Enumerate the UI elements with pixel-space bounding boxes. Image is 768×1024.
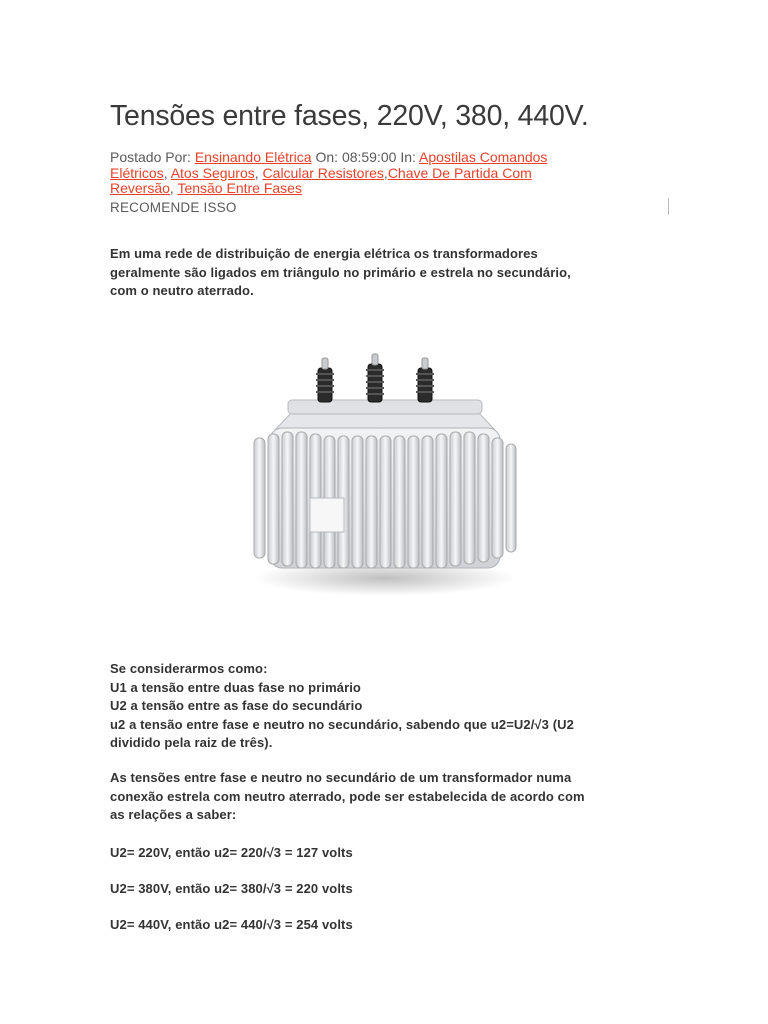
category-link-atos-seguros[interactable]: Atos Seguros — [170, 164, 255, 181]
transformer-image — [240, 350, 530, 600]
post-time: 08:59:00 — [341, 149, 397, 165]
text-line: U1 a tensão entre duas fase no primário — [110, 679, 361, 695]
text-line: geralmente são ligados em triângulo no primário e estrela no secundário, — [110, 264, 571, 280]
category-link-chave-de-partida[interactable]: Chave De Partida Com Reversão — [110, 164, 532, 196]
in-label: In: — [400, 149, 416, 165]
text-line: com o neutro aterrado. — [110, 283, 254, 298]
text-line: As tensões entre fase e neutro no secundário de um transformador numa — [110, 770, 572, 785]
divider — [668, 198, 669, 215]
author-link[interactable]: Ensinando Elétrica — [194, 149, 312, 165]
formula-380: U2= 380V, então u2= 380/√3 = 220 volts — [110, 881, 353, 896]
formula-440: U2= 440V, então u2= 440/√3 = 254 volts — [110, 917, 353, 932]
formula-220: U2= 220V, então u2= 220/√3 = 127 volts — [110, 845, 353, 860]
category-link-apostilas[interactable]: Apostilas Comandos Elétricos — [110, 149, 548, 181]
text-line: Em uma rede de distribuição de energia elétrica os transformadores — [110, 246, 538, 261]
recommend-button[interactable]: RECOMENDE ISSO — [110, 200, 237, 215]
posted-by-label: Postado Por: — [110, 149, 191, 165]
category-link-calcular-resistores[interactable]: Calcular Resistores — [262, 164, 384, 181]
text-line: Se considerarmos como: — [110, 661, 268, 676]
post-title: Tensões entre fases, 220V, 380, 440V. — [110, 100, 589, 132]
text-line: conexão estrela com neutro aterrado, pode ser estabelecida de acordo com — [110, 788, 585, 804]
text-line: u2 a tensão entre fase e neutro no secundário, sabendo que u2=U2/√3 (U2 — [110, 716, 574, 732]
post-meta: Postado Por: Ensinando Elétrica On: 08:59:00 In: Apostilas Comandos Elétricos, Atos Seguros, Calcular Resistores,Chave De Partida Com Reversão, Tensão Entre Fases — [110, 149, 548, 196]
category-link-tensao-entre-fases[interactable]: Tensão Entre Fases — [177, 180, 302, 196]
text-line: as relações a saber: — [110, 807, 237, 822]
text-line: U2 a tensão entre as fase do secundário — [110, 698, 363, 713]
definitions-paragraph — [110, 660, 574, 753]
text-line: dividido pela raiz de três). — [110, 735, 273, 750]
relations-paragraph — [110, 769, 585, 825]
intro-paragraph — [110, 245, 571, 301]
on-label: On: — [315, 149, 339, 165]
